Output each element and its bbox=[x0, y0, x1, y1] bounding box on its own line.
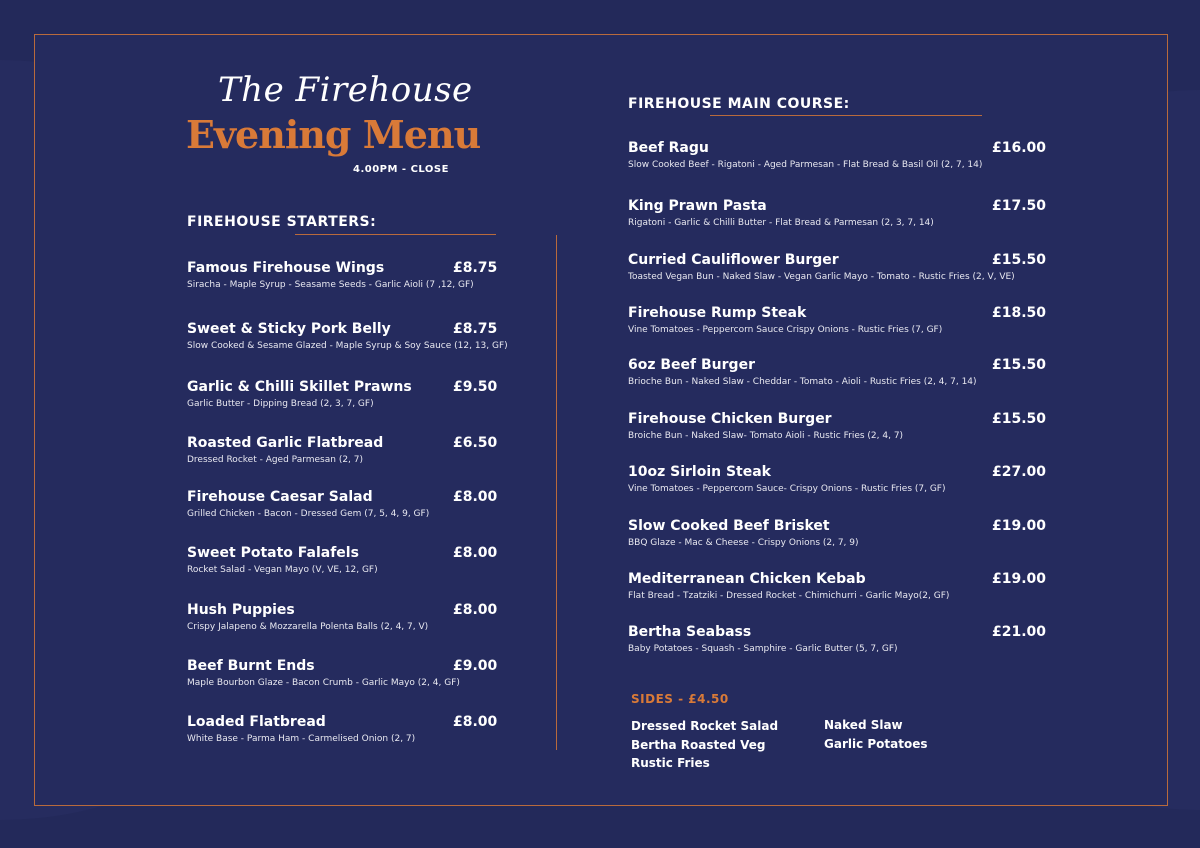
item-price: £18.50 bbox=[992, 305, 1047, 321]
item-price: £8.75 bbox=[453, 260, 498, 276]
mains-title: FIREHOUSE MAIN COURSE: bbox=[628, 96, 850, 112]
logo-main-title: Evening Menu bbox=[186, 112, 481, 157]
item-description: Broiche Bun - Naked Slaw- Tomato Aioli - Rustic Fries (2, 4, 7) bbox=[628, 431, 904, 441]
column-divider bbox=[556, 235, 557, 750]
item-description: Brioche Bun - Naked Slaw - Cheddar - Tomato - Aioli - Rustic Fries (2, 4, 7, 14) bbox=[628, 377, 977, 387]
starters-underline bbox=[295, 234, 496, 235]
item-price: £15.50 bbox=[992, 411, 1047, 427]
logo-script-title: The Firehouse bbox=[218, 70, 473, 110]
item-description: Vine Tomatoes - Peppercorn Sauce- Crispy Onions - Rustic Fries (7, GF) bbox=[628, 484, 946, 494]
item-price: £19.00 bbox=[992, 571, 1047, 587]
item-description: Rocket Salad - Vegan Mayo (V, VE, 12, GF) bbox=[187, 565, 378, 575]
item-price: £15.50 bbox=[992, 357, 1047, 373]
mains-underline bbox=[710, 115, 982, 116]
item-name: King Prawn Pasta bbox=[628, 198, 767, 214]
item-price: £8.00 bbox=[453, 489, 498, 505]
item-name: Firehouse Caesar Salad bbox=[187, 489, 373, 505]
item-name: Garlic & Chilli Skillet Prawns bbox=[187, 379, 412, 395]
item-name: Sweet & Sticky Pork Belly bbox=[187, 321, 391, 337]
item-price: £8.75 bbox=[453, 321, 498, 337]
item-price: £21.00 bbox=[992, 624, 1047, 640]
item-name: Mediterranean Chicken Kebab bbox=[628, 571, 866, 587]
item-price: £8.00 bbox=[453, 714, 498, 730]
item-description: Slow Cooked Beef - Rigatoni - Aged Parmesan - Flat Bread & Basil Oil (2, 7, 14) bbox=[628, 160, 983, 170]
item-name: Famous Firehouse Wings bbox=[187, 260, 385, 276]
item-name: Firehouse Rump Steak bbox=[628, 305, 807, 321]
item-name: Bertha Seabass bbox=[628, 624, 752, 640]
side-item: Bertha Roasted Veg bbox=[631, 738, 766, 752]
item-description: Baby Potatoes - Squash - Samphire - Garlic Butter (5, 7, GF) bbox=[628, 644, 898, 654]
item-name: Firehouse Chicken Burger bbox=[628, 411, 832, 427]
item-price: £9.00 bbox=[453, 658, 498, 674]
item-name: Loaded Flatbread bbox=[187, 714, 326, 730]
item-price: £9.50 bbox=[453, 379, 498, 395]
item-name: Roasted Garlic Flatbread bbox=[187, 435, 384, 451]
item-description: Garlic Butter - Dipping Bread (2, 3, 7, GF) bbox=[187, 399, 374, 409]
item-name: 10oz Sirloin Steak bbox=[628, 464, 771, 480]
sides-title: SIDES - £4.50 bbox=[631, 692, 729, 706]
item-name: Sweet Potato Falafels bbox=[187, 545, 359, 561]
item-description: Slow Cooked & Sesame Glazed - Maple Syrup & Soy Sauce (12, 13, GF) bbox=[187, 341, 508, 351]
item-description: Dressed Rocket - Aged Parmesan (2, 7) bbox=[187, 455, 364, 465]
side-item: Garlic Potatoes bbox=[824, 737, 928, 751]
item-description: Flat Bread - Tzatziki - Dressed Rocket - Chimichurri - Garlic Mayo(2, GF) bbox=[628, 591, 950, 601]
item-price: £8.00 bbox=[453, 602, 498, 618]
item-name: Beef Burnt Ends bbox=[187, 658, 315, 674]
item-price: £8.00 bbox=[453, 545, 498, 561]
starters-title: FIREHOUSE STARTERS: bbox=[187, 214, 377, 230]
item-name: Hush Puppies bbox=[187, 602, 295, 618]
item-description: White Base - Parma Ham - Carmelised Onion (2, 7) bbox=[187, 734, 416, 744]
item-price: £16.00 bbox=[992, 140, 1047, 156]
item-price: £19.00 bbox=[992, 518, 1047, 534]
item-description: Grilled Chicken - Bacon - Dressed Gem (7, 5, 4, 9, GF) bbox=[187, 509, 430, 519]
item-price: £6.50 bbox=[453, 435, 498, 451]
item-description: BBQ Glaze - Mac & Cheese - Crispy Onions (2, 7, 9) bbox=[628, 538, 859, 548]
item-description: Siracha - Maple Syrup - Seasame Seeds - Garlic Aioli (7 ,12, GF) bbox=[187, 280, 474, 290]
item-description: Crispy Jalapeno & Mozzarella Polenta Balls (2, 4, 7, V) bbox=[187, 622, 429, 632]
item-name: 6oz Beef Burger bbox=[628, 357, 755, 373]
item-description: Toasted Vegan Bun - Naked Slaw - Vegan Garlic Mayo - Tomato - Rustic Fries (2, V, VE) bbox=[628, 272, 1015, 282]
side-item: Dressed Rocket Salad bbox=[631, 719, 779, 733]
item-price: £15.50 bbox=[992, 252, 1047, 268]
item-price: £17.50 bbox=[992, 198, 1047, 214]
item-price: £27.00 bbox=[992, 464, 1047, 480]
item-description: Vine Tomatoes - Peppercorn Sauce Crispy Onions - Rustic Fries (7, GF) bbox=[628, 325, 943, 335]
item-name: Slow Cooked Beef Brisket bbox=[628, 518, 830, 534]
item-description: Rigatoni - Garlic & Chilli Butter - Flat Bread & Parmesan (2, 3, 7, 14) bbox=[628, 218, 934, 228]
side-item: Naked Slaw bbox=[824, 718, 903, 732]
side-item: Rustic Fries bbox=[631, 756, 710, 770]
item-name: Curried Cauliflower Burger bbox=[628, 252, 839, 268]
item-name: Beef Ragu bbox=[628, 140, 709, 156]
item-description: Maple Bourbon Glaze - Bacon Crumb - Garlic Mayo (2, 4, GF) bbox=[187, 678, 460, 688]
opening-hours: 4.00PM - CLOSE bbox=[353, 164, 449, 175]
